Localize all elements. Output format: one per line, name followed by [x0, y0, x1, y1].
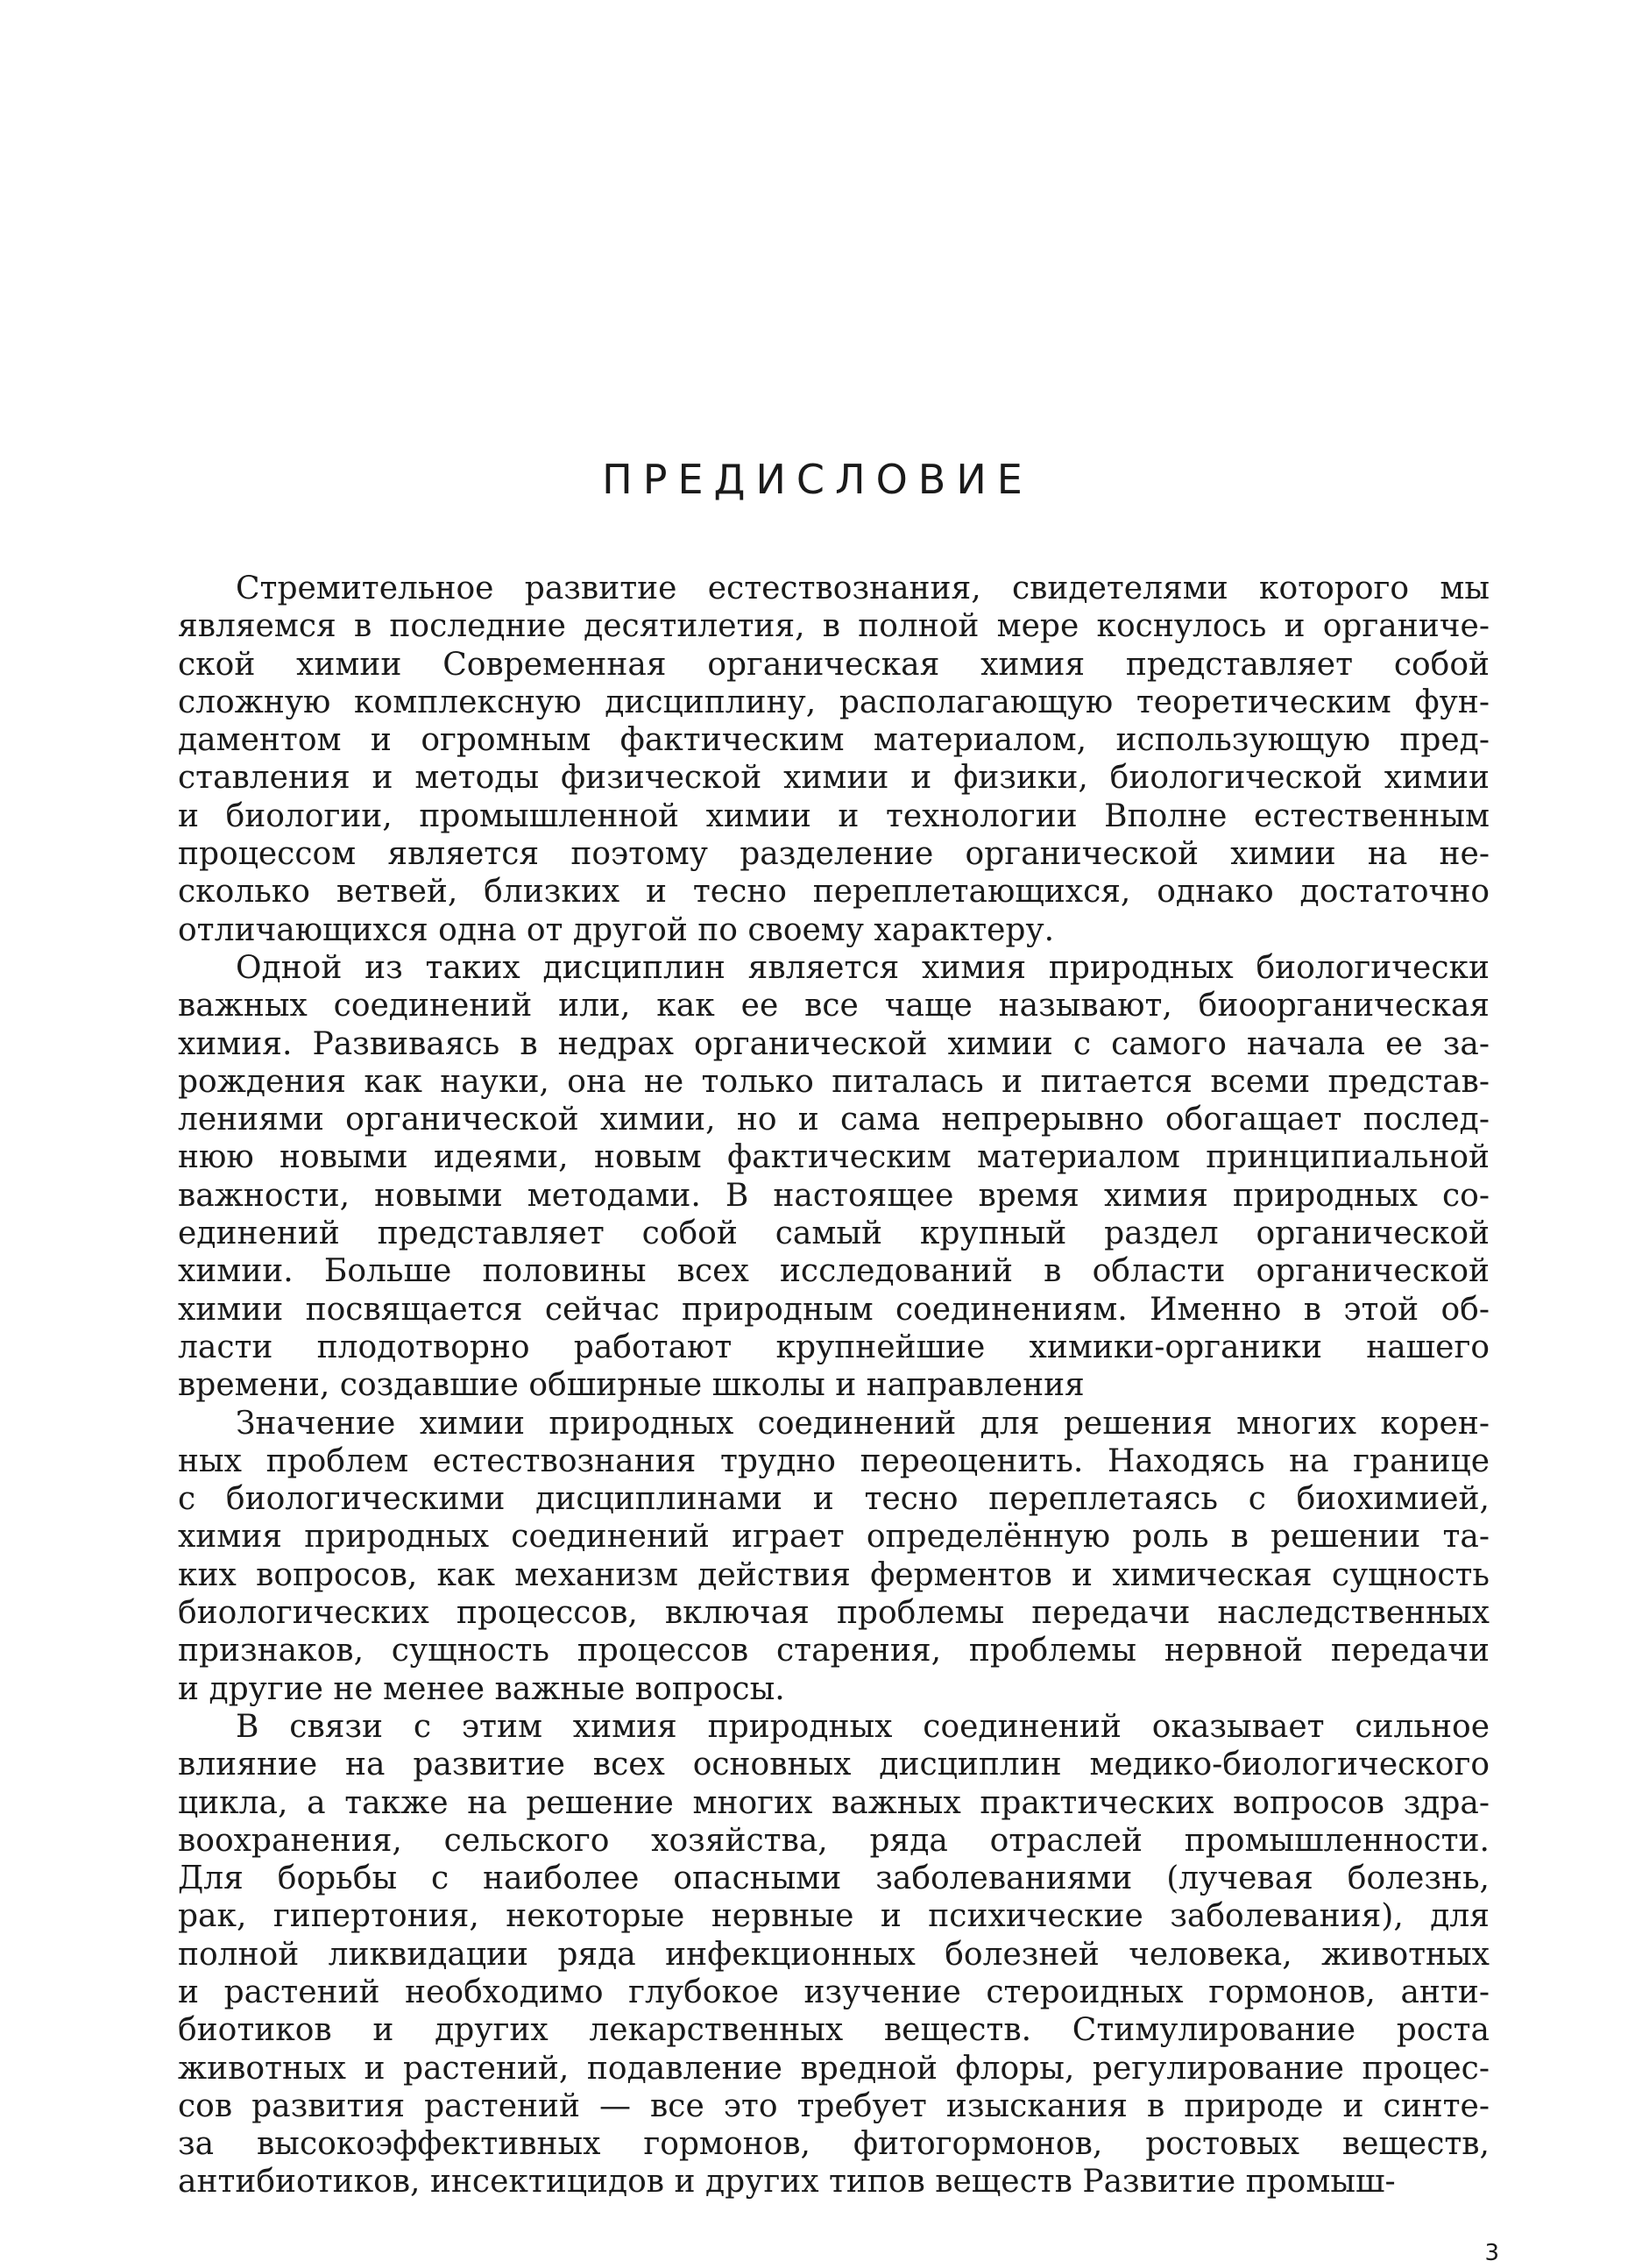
- page-title: ПРЕДИСЛОВИЕ: [602, 456, 1033, 503]
- text-line: сов развития растений — все это требует изыскания в природе и синте-: [178, 2087, 1490, 2124]
- text-line: важности, новыми методами. В настоящее время химия природных со-: [178, 1177, 1490, 1214]
- text-line: биологических процессов, включая проблемы передачи наследственных: [178, 1595, 1490, 1632]
- text-line: единений представляет собой самый крупный раздел органической: [178, 1216, 1490, 1252]
- text-line: являемся в последние десятилетия, в полной мере коснулось и органиче-: [178, 608, 1490, 645]
- text-line: воохранения, сельского хозяйства, ряда отраслей промышленности.: [178, 1822, 1490, 1859]
- text-line: ской химии Современная органическая химия представляет собой: [178, 646, 1490, 683]
- text-line: рак, гипертония, некоторые нервные и психические заболевания), для: [178, 1898, 1490, 1935]
- text-line: антибиотиков, инсектицидов и других типов веществ Развитие промыш-: [178, 2164, 1396, 2201]
- text-line: животных и растений, подавление вредной флоры, регулирование процес-: [178, 2050, 1490, 2087]
- text-line: Значение химии природных соединений для решения многих корен-: [236, 1405, 1490, 1442]
- text-line: ных проблем естествознания трудно переоценить. Находясь на границе: [178, 1442, 1490, 1479]
- paragraph-4: [178, 1708, 1490, 2201]
- text-line: В связи с этим химия природных соединений оказывает сильное: [236, 1708, 1490, 1745]
- text-line: за высокоэффективных гормонов, фитогормонов, ростовых веществ,: [178, 2126, 1490, 2163]
- text-line: важных соединений или, как ее все чаще называют, биоорганическая: [178, 988, 1490, 1024]
- text-line: и растений необходимо глубокое изучение стероидных гормонов, анти-: [178, 1974, 1490, 2010]
- text-line: рождения как науки, она не только питалась и питается всеми представ-: [178, 1063, 1490, 1100]
- text-line: времени, создавшие обширные школы и направления: [178, 1367, 1085, 1404]
- text-line: даментом и огромным фактическим материалом, использующую пред-: [178, 722, 1490, 759]
- text-line: ласти плодотворно работают крупнейшие химики-органики нашего: [178, 1329, 1490, 1365]
- page-number: 3: [1484, 2240, 1499, 2266]
- text-line: ставления и методы физической химии и физики, биологической химии: [178, 760, 1490, 797]
- text-line: процессом является поэтому разделение органической химии на не-: [178, 836, 1490, 873]
- text-line: химии посвящается сейчас природным соединениям. Именно в этой об-: [178, 1291, 1490, 1328]
- text-line: сложную комплексную дисциплину, располагающую теоретическим фун-: [178, 684, 1490, 720]
- text-line: признаков, сущность процессов старения, проблемы нервной передачи: [178, 1633, 1490, 1669]
- text-line: сколько ветвей, близких и тесно переплетающихся, однако достаточно: [178, 874, 1490, 911]
- body-text: [178, 570, 1490, 2201]
- text-line: полной ликвидации ряда инфекционных болезней человека, животных: [178, 1936, 1490, 1973]
- paragraph-2: [178, 949, 1490, 1405]
- text-line: с биологическими дисциплинами и тесно переплетаясь с биохимией,: [178, 1481, 1490, 1518]
- text-line: цикла, а также на решение многих важных практических вопросов здра-: [178, 1784, 1490, 1821]
- paragraph-3: [178, 1405, 1490, 1708]
- text-line: химии. Больше половины всех исследований в области органической: [178, 1253, 1490, 1290]
- text-line: и другие не менее важные вопросы.: [178, 1670, 785, 1707]
- text-line: ких вопросов, как механизм действия ферментов и химическая сущность: [178, 1556, 1490, 1593]
- text-line: биотиков и других лекарственных веществ. Стимулирование роста: [178, 2012, 1490, 2049]
- text-line: химия. Развиваясь в недрах органической химии с самого начала ее за-: [178, 1025, 1490, 1062]
- text-line: химия природных соединений играет определённую роль в решении та-: [178, 1519, 1490, 1556]
- text-line: влияние на развитие всех основных дисциплин медико-биологического: [178, 1747, 1490, 1783]
- text-line: лениями органической химии, но и сама непрерывно обогащает послед-: [178, 1102, 1490, 1138]
- text-line: и биологии, промышленной химии и технологии Вполне естественным: [178, 797, 1490, 834]
- text-line: отличающихся одна от другой по своему характеру.: [178, 911, 1055, 948]
- text-line: Для борьбы с наиболее опасными заболеваниями (лучевая болезнь,: [178, 1860, 1490, 1897]
- text-line: Одной из таких дисциплин является химия природных биологически: [236, 949, 1490, 986]
- paragraph-1: [178, 570, 1490, 949]
- text-line: Стремительное развитие естествознания, свидетелями которого мы: [236, 571, 1490, 606]
- text-line: нюю новыми идеями, новым фактическим материалом принципиальной: [178, 1139, 1490, 1176]
